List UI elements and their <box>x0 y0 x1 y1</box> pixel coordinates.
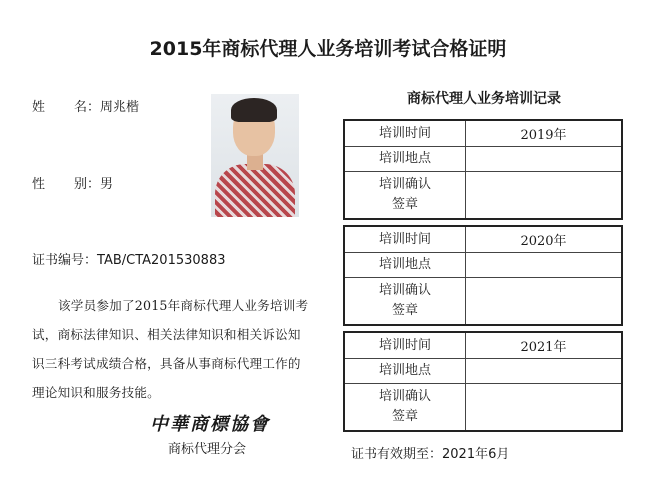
confirm-value <box>466 278 621 324</box>
record-box-1 <box>343 119 623 220</box>
issuer-branch: 商标代理分会 <box>168 442 247 457</box>
record-row-confirm <box>345 172 621 218</box>
place-value <box>466 253 621 277</box>
validity-line <box>351 443 509 462</box>
confirm-value <box>466 172 621 218</box>
place-value <box>466 359 621 383</box>
certification-paragraph: 该学员参加了2015年商标代理人业务培训考试，商标法律知识、相关法律知识和相关诉讼知识三科考试成绩合格，具备从事商标代理工作的理论知识和服务技能。 <box>32 298 309 400</box>
photo-shirt <box>215 164 295 217</box>
record-row-place <box>345 359 621 384</box>
document-title: 2015年商标代理人业务培训考试合格证明 <box>149 38 507 60</box>
record-row-time <box>345 121 621 147</box>
label-confirm-line2: 签章 <box>391 197 418 212</box>
label-confirm-line1: 培训确认 <box>378 389 431 404</box>
certificate-number: TAB/CTA201530883 <box>97 253 226 268</box>
validity-label: 证书有效期至： <box>351 447 443 462</box>
label-time: 培训时间 <box>345 121 466 146</box>
gender-field <box>32 173 113 192</box>
label-confirm-line2: 签章 <box>391 409 418 424</box>
label-confirm <box>345 172 466 218</box>
record-year: 2021年 <box>520 340 567 355</box>
record-row-confirm <box>345 278 621 324</box>
name-key-2: 名： <box>74 100 101 115</box>
name-value: 周兆楷 <box>100 100 140 115</box>
certificate-number-line <box>32 249 225 268</box>
record-row-time <box>345 333 621 359</box>
validity-date: 2021年6月 <box>442 447 510 462</box>
label-confirm-line1: 培训确认 <box>378 177 431 192</box>
label-confirm-line1: 培训确认 <box>378 283 431 298</box>
confirm-value <box>466 384 621 430</box>
gender-key-1: 性 <box>32 177 46 192</box>
label-time: 培训时间 <box>345 333 466 358</box>
label-place: 培训地点 <box>345 359 466 383</box>
training-record-title: 商标代理人业务培训记录 <box>407 91 561 107</box>
record-box-3 <box>343 331 623 432</box>
association-seal: 中華商標協會 <box>150 414 270 435</box>
certificate-number-label: 证书编号： <box>32 253 98 268</box>
record-row-time <box>345 227 621 253</box>
label-confirm <box>345 384 466 430</box>
gender-value: 男 <box>100 177 114 192</box>
name-key-1: 姓 <box>32 100 46 115</box>
record-year: 2020年 <box>520 234 567 249</box>
record-row-place <box>345 147 621 172</box>
label-place: 培训地点 <box>345 253 466 277</box>
label-place: 培训地点 <box>345 147 466 171</box>
label-confirm-line2: 签章 <box>391 303 418 318</box>
name-field <box>32 96 139 115</box>
place-value <box>466 147 621 171</box>
student-photo <box>211 94 299 217</box>
record-year: 2019年 <box>520 128 567 143</box>
gender-key-2: 别： <box>74 177 101 192</box>
record-row-confirm <box>345 384 621 430</box>
photo-hair <box>231 98 277 122</box>
record-row-place <box>345 253 621 278</box>
record-box-2 <box>343 225 623 326</box>
label-time: 培训时间 <box>345 227 466 252</box>
label-confirm <box>345 278 466 324</box>
